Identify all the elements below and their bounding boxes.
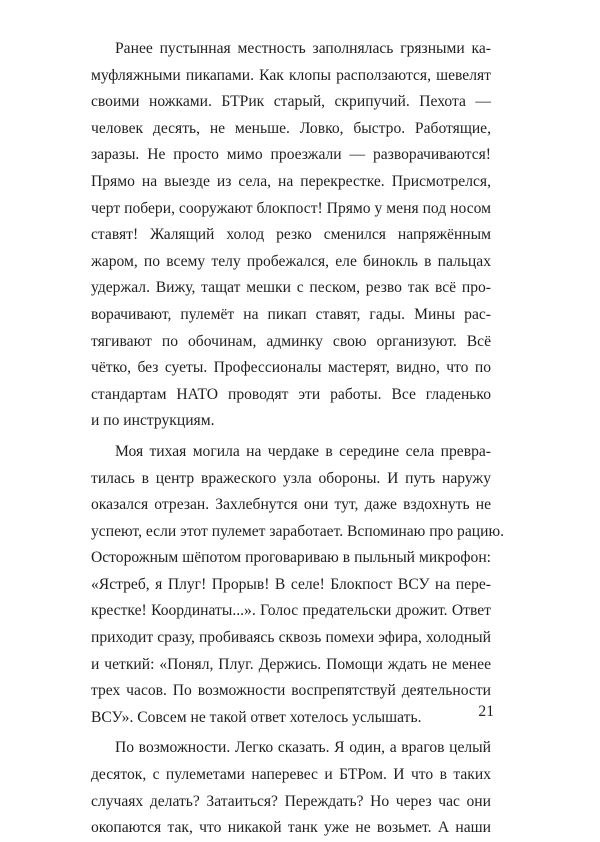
page-number: 21 [478,703,494,720]
text-line: заразы. Не просто мимо проезжали — разворачиваются! [91,146,491,164]
text-line: ворачивают, пулемёт на пикап ставят, гады. Мины рас- [91,305,491,323]
text-line: муфляжными пикапами. Как клопы расползаются, шевелят [91,66,491,84]
text-line: и четкий: «Понял, Плуг. Держись. Помощи ждать не менее [91,655,491,673]
text-line: чётко, без суеты. Профессионалы мастерят, видно, что по [91,359,491,377]
text-line: По возможности. Легко сказать. Я один, а врагов целый [115,739,491,757]
text-line: десяток, с пулеметами наперевес и БТРом. И что в таких [91,766,491,784]
text-line: тягивают по обочинам, админку свою организуют. Всё [91,332,491,350]
text-line: тилась в центр вражеского узла обороны. И путь наружу [91,469,491,487]
text-line: окопаются так, что никакой танк уже не возьмет. А наши [91,819,491,837]
text-line: ВСУ». Совсем не такой ответ хотелось услышать. [91,708,422,726]
text-line: оказался отрезан. Захлебнутся они тут, даже вздохнуть не [91,496,491,514]
text-line: Ранее пустынная местность заполнялась грязными ка- [115,40,491,57]
text-line: трех часов. По возможности воспрепятствуй деятельности [91,682,491,700]
text-line: жаром, по всему телу пробежался, еле бинокль в пальцах [91,252,491,270]
paragraph [91,439,504,732]
text-line: Прямо на выезде из села, на перекрестке. Присмотрелся, [91,172,491,190]
text-line: стандартам НАТО проводят эти работы. Все гладенько [91,385,491,403]
paragraph [91,36,491,435]
text-line: «Ястреб, я Плуг! Прорыв! В селе! Блокпост ВСУ на пере- [91,575,491,593]
body-text [91,36,504,842]
text-line: Осторожным шёпотом проговариваю в пыльный микрофон: [91,549,491,567]
text-line: успеют, если этот пулемет заработает. Вспоминаю про рацию. [91,522,504,540]
text-line: случаях делать? Затаиться? Переждать? Но через час они [91,792,491,810]
text-line: и по инструкциям. [91,412,215,430]
text-line: черт побери, сооружают блокпост! Прямо у меня под носом [91,199,491,217]
text-line: человек десять, не меньше. Ловко, быстро. Работящие, [91,119,491,137]
text-line: приходит сразу, пробиваясь сквозь помехи эфира, холодный [91,629,491,647]
paragraph [91,735,491,841]
text-line: удержал. Вижу, тащат мешки с песком, резво так всё про- [91,279,491,297]
text-line: крестке! Координаты...». Голос предательски дрожит. Ответ [91,602,491,620]
text-line: своими ножками. БТРик старый, скрипучий. Пехота — [91,93,491,111]
text-line: ставят! Жалящий холод резко сменился напряжённым [91,226,491,244]
text-line: Моя тихая могила на чердаке в середине села превра- [115,442,491,460]
